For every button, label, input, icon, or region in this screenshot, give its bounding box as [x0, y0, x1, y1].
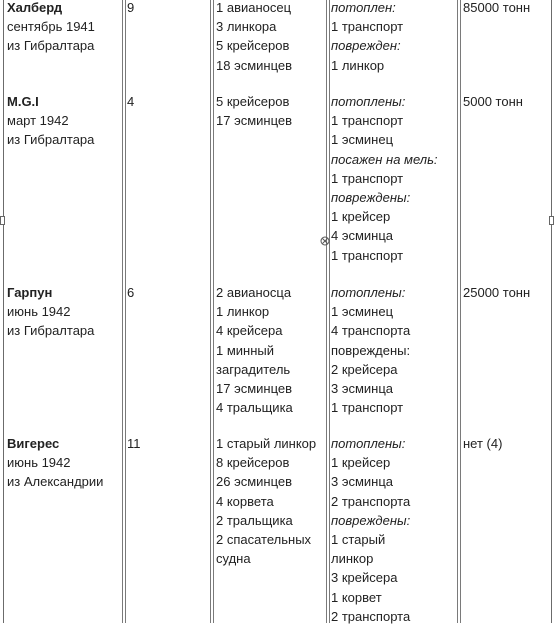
losses-heading: потоплен:: [331, 0, 396, 15]
losses-item: 2 крейсера: [331, 361, 398, 377]
escort-item: 1 минный заградитель: [216, 342, 291, 377]
losses-item: 1 транспорт: [331, 400, 404, 416]
merchants-count: 9: [127, 0, 135, 15]
escort-cell: [216, 283, 326, 417]
convoy-origin: из Гибралтара: [7, 323, 95, 339]
losses-heading: потоплены:: [331, 436, 406, 451]
losses-item: 4 транспорта: [331, 323, 411, 339]
convoy-name: M.G.I: [7, 94, 39, 109]
losses-item: 3 эсминца: [331, 474, 394, 490]
convoy-name: Гарпун: [7, 285, 53, 300]
cargo-delivered: 25000 тонн: [463, 285, 531, 300]
losses-cell: [331, 283, 410, 417]
escort-item: 2 авианосца: [216, 285, 292, 300]
convoy-date: март 1942: [7, 113, 69, 129]
cargo-delivered: 85000 тонн: [463, 0, 531, 15]
convoy-origin: из Александрии: [7, 474, 104, 490]
losses-item: 4 эсминца: [331, 228, 394, 244]
escort-item: 18 эсминцев: [216, 57, 293, 73]
cargo-delivered: 5000 тонн: [463, 94, 523, 109]
escort-item: 2 тральщика: [216, 512, 293, 528]
escort-cell: [216, 434, 326, 568]
merchants-count: 6: [127, 285, 135, 300]
column-divider-3: [326, 0, 330, 623]
losses-cell: [331, 92, 438, 265]
losses-item: 3 эсминца: [331, 381, 394, 397]
losses-heading: поврежден:: [331, 38, 401, 54]
table-border-right: [551, 0, 552, 623]
escort-item: 5 крейсеров: [216, 38, 290, 54]
escort-item: 17 эсминцев: [216, 113, 293, 129]
losses-item: 1 транспорт: [331, 19, 404, 35]
losses-item: 1 транспорт: [331, 247, 404, 263]
table-border-left: [3, 0, 4, 623]
escort-cell: [216, 0, 326, 75]
losses-heading: повреждены:: [331, 512, 411, 528]
losses-item: 1 эсминец: [331, 304, 394, 320]
losses-item: 1 линкор: [331, 57, 385, 73]
losses-heading: посажен на мель:: [331, 151, 438, 167]
column-divider-4: [457, 0, 461, 623]
escort-item: 5 крейсеров: [216, 94, 290, 109]
convoy-origin: из Гибралтара: [7, 132, 95, 148]
merchants-count: 4: [127, 94, 135, 109]
escort-item: 4 крейсера: [216, 323, 283, 339]
losses-heading: повреждены:: [331, 342, 411, 358]
losses-item: 2 транспорта: [331, 493, 411, 509]
losses-item: 1 транспорт: [331, 113, 404, 129]
escort-cell: [216, 92, 326, 130]
convoy-cell: [7, 434, 103, 492]
losses-item: 3 крейсера: [331, 570, 398, 586]
escort-item: 2 спасательных судна: [216, 532, 312, 567]
cargo-delivered: нет (4): [463, 436, 503, 451]
escort-item: 1 линкор: [216, 304, 270, 320]
column-divider-2: [210, 0, 214, 623]
merchants-count: 11: [127, 436, 141, 451]
escort-item: 1 авианосец: [216, 0, 292, 15]
losses-item: 1 крейсер: [331, 455, 391, 471]
escort-item: 3 линкора: [216, 19, 277, 35]
column-divider-1: [122, 0, 126, 623]
losses-cell: [331, 434, 426, 626]
losses-item: 2 транспорта: [331, 608, 411, 624]
convoy-name: Халберд: [7, 0, 63, 15]
losses-item: 1 эсминец: [331, 132, 394, 148]
escort-item: 17 эсминцев: [216, 381, 293, 397]
losses-heading: повреждены:: [331, 190, 411, 206]
escort-item: 26 эсминцев: [216, 474, 293, 490]
losses-heading: потоплены:: [331, 285, 406, 300]
right-resize-marker[interactable]: [549, 216, 554, 225]
losses-item: 1 крейсер: [331, 209, 391, 225]
convoy-date: июнь 1942: [7, 304, 71, 320]
table-move-handle-icon[interactable]: [320, 236, 330, 246]
losses-cell: [331, 0, 403, 75]
convoy-cell: [7, 92, 94, 150]
losses-heading: потоплены:: [331, 94, 406, 109]
escort-item: 4 тральщика: [216, 400, 293, 416]
losses-item: 1 старый линкор: [331, 532, 386, 567]
losses-item: 1 корвет: [331, 589, 382, 605]
escort-item: 4 корвета: [216, 493, 274, 509]
escort-item: 1 старый линкор: [216, 436, 317, 451]
convoy-cell: [7, 0, 95, 56]
convoy-date: сентябрь 1941: [7, 19, 95, 35]
convoy-origin: из Гибралтара: [7, 38, 95, 54]
convoy-cell: [7, 283, 94, 341]
losses-item: 1 транспорт: [331, 170, 404, 186]
convoy-date: июнь 1942: [7, 455, 71, 471]
escort-item: 8 крейсеров: [216, 455, 290, 471]
convoy-name: Вигерес: [7, 436, 60, 451]
left-resize-marker[interactable]: [0, 216, 5, 225]
